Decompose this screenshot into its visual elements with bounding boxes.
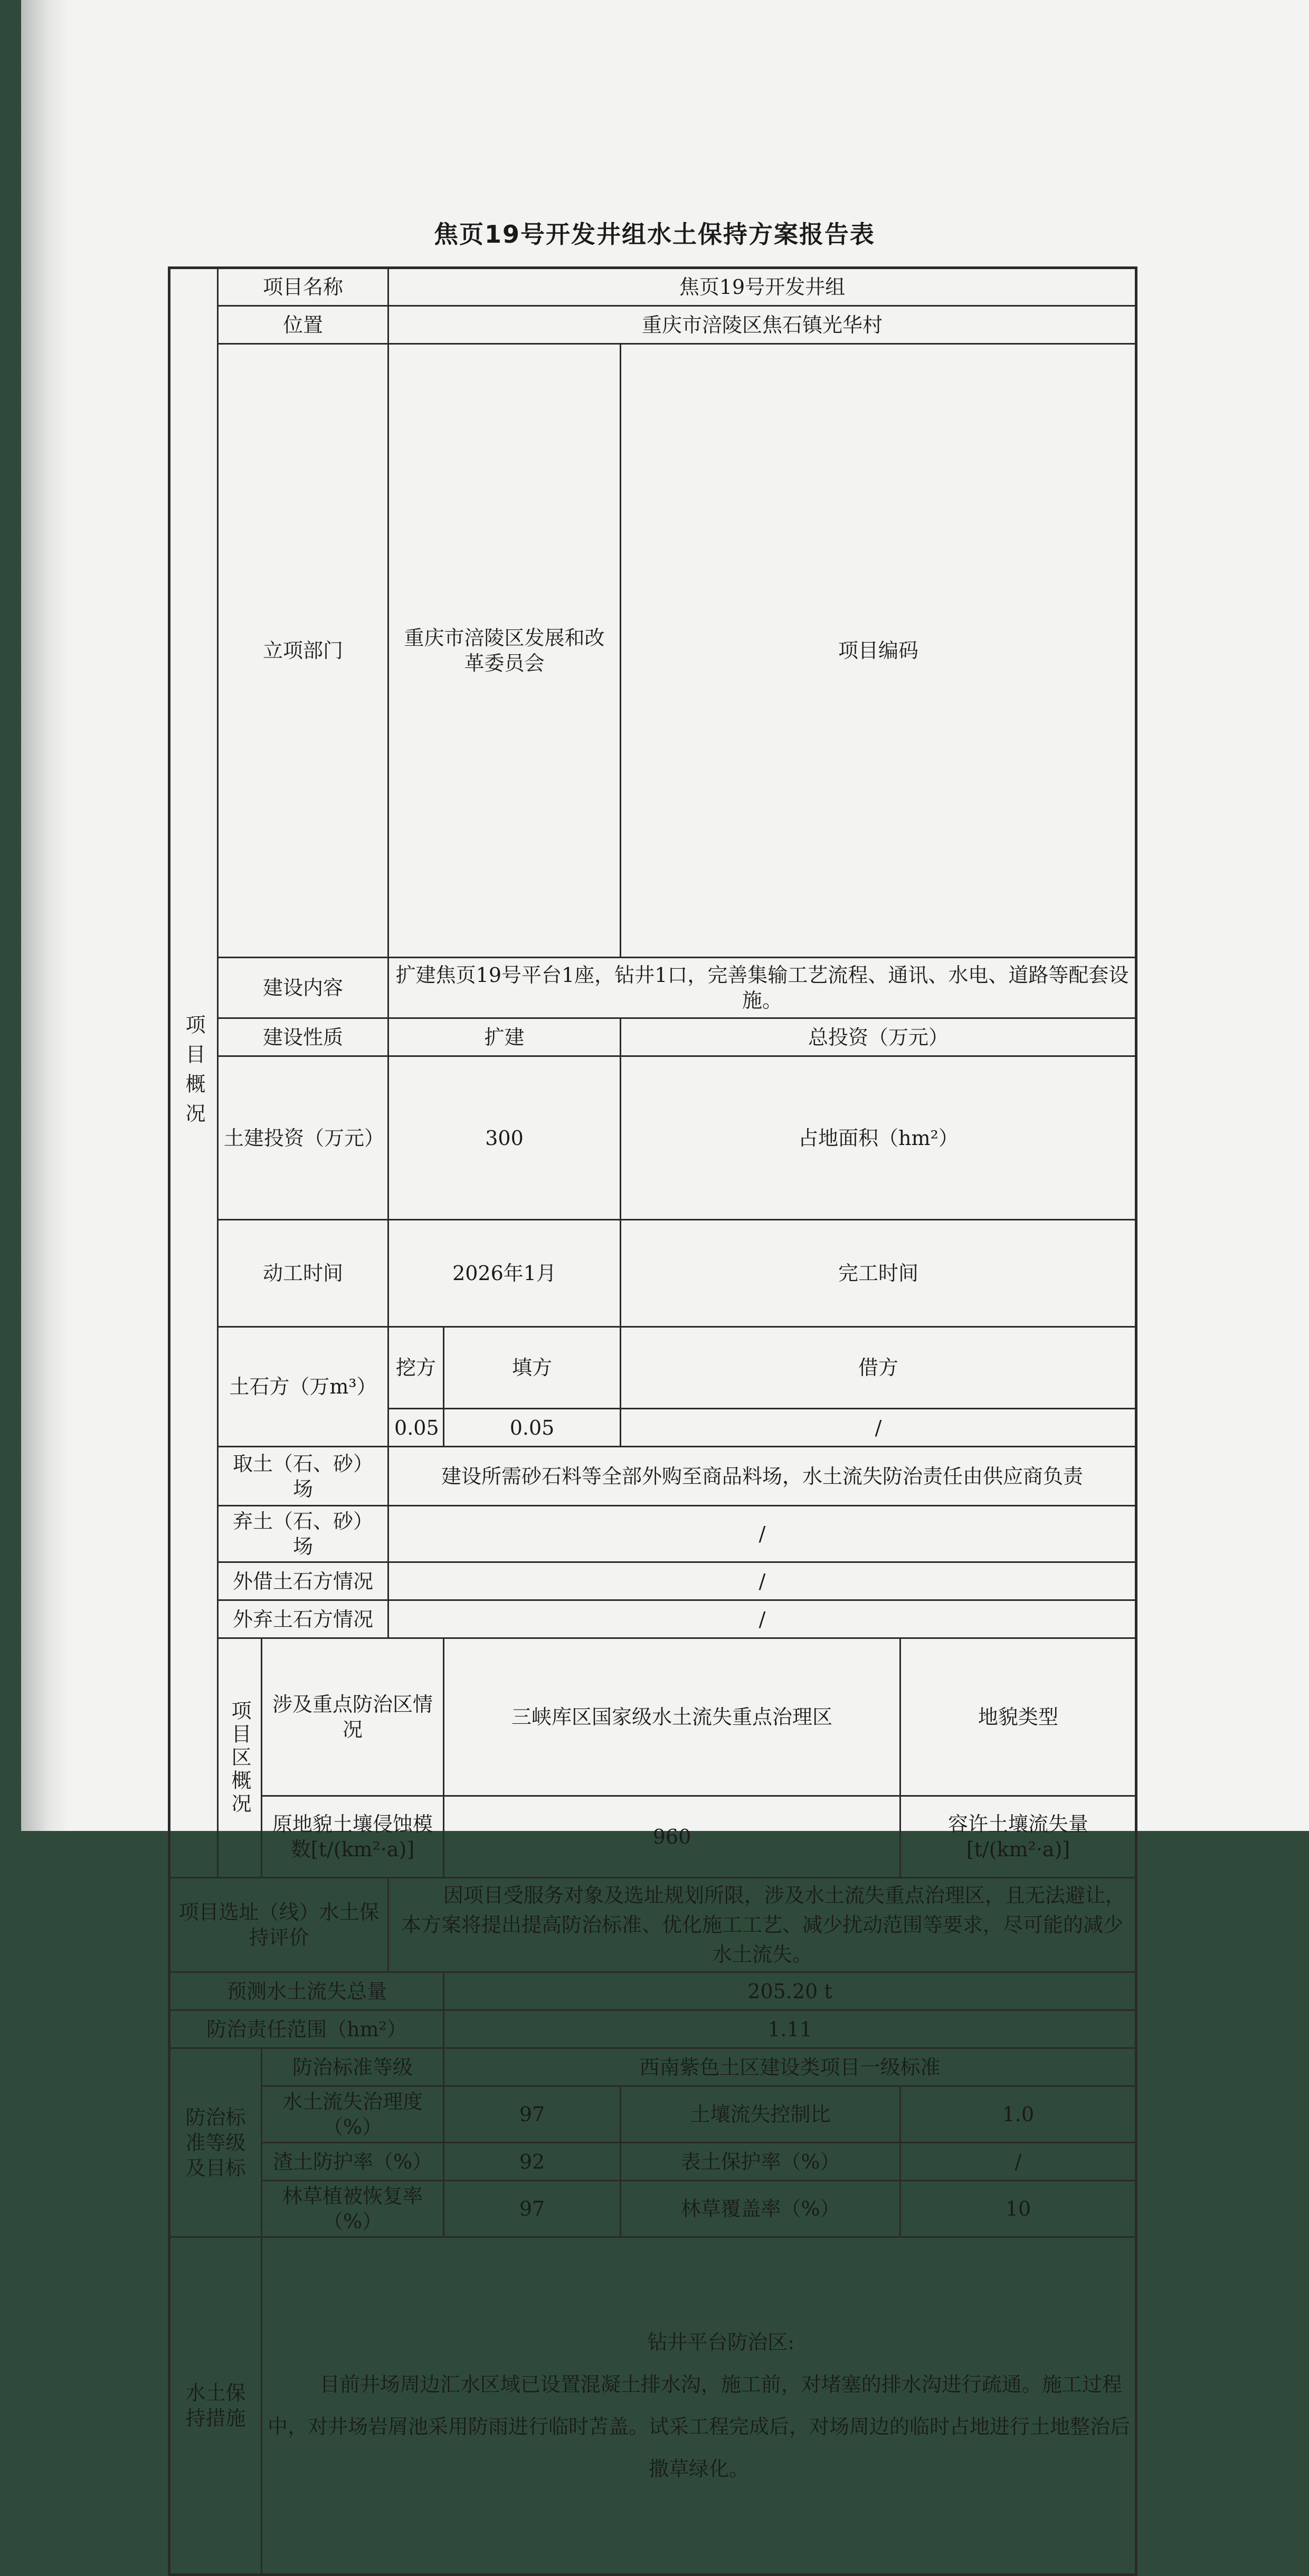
row-grade bbox=[169, 2048, 1136, 2086]
row-content bbox=[169, 958, 1136, 1018]
nature-value: 扩建 bbox=[388, 1018, 621, 1056]
location-label: 位置 bbox=[218, 306, 388, 344]
content-value: 扩建焦页19号平台1座，钻井1口，完善集输工艺流程、通讯、水电、道路等配套设施。 bbox=[388, 958, 1136, 1018]
measures-content bbox=[262, 2237, 1136, 2575]
std-label-3a: 林草植被恢复率（%） bbox=[262, 2181, 444, 2237]
grade-label: 防治标准等级 bbox=[262, 2048, 444, 2086]
row-erosion bbox=[169, 1796, 1136, 1878]
section-standards-label: 防治标准等级及目标 bbox=[169, 2048, 262, 2237]
std-value-2a: 92 bbox=[444, 2143, 621, 2181]
landform-label: 地貌类型 bbox=[900, 1638, 1136, 1796]
std-value-2b: / bbox=[900, 2143, 1136, 2181]
measures-label: 水土保持措施 bbox=[169, 2237, 262, 2575]
evaluation-text: 因项目受服务对象及选址规划所限，涉及水土流失重点治理区，且无法避让，本方案将提出提高防治标准、优化施工工艺、减少扰动范围等要求，尽可能的减少水土流失。 bbox=[388, 1878, 1136, 1972]
allowable-label: 容许土壤流失量[t/(km²·a)] bbox=[900, 1796, 1136, 1878]
row-spoil-site bbox=[169, 1506, 1136, 1562]
earth-label: 土石方（万m³） bbox=[218, 1327, 388, 1447]
key-zone-label: 涉及重点防治区情况 bbox=[262, 1638, 444, 1796]
std-value-1b: 1.0 bbox=[900, 2086, 1136, 2143]
measures-heading: 钻井平台防治区: bbox=[647, 2331, 795, 2354]
responsibility-label: 防治责任范围（hm²） bbox=[169, 2010, 444, 2048]
code-label: 项目编码 bbox=[621, 344, 1136, 958]
section-area-label: 项目区概况 bbox=[218, 1638, 262, 1878]
project-name-value: 焦页19号开发井组 bbox=[388, 268, 1136, 306]
ext-borrow-label: 外借土石方情况 bbox=[218, 1562, 388, 1600]
area-label: 占地面积（hm²） bbox=[621, 1056, 1136, 1220]
row-location bbox=[169, 306, 1136, 344]
end-label: 完工时间 bbox=[621, 1220, 1136, 1327]
spoil-site-value: / bbox=[388, 1506, 1136, 1562]
nature-label: 建设性质 bbox=[218, 1018, 388, 1056]
row-dept bbox=[169, 344, 1136, 958]
responsibility-value: 1.11 bbox=[444, 2010, 1136, 2048]
row-earth-header bbox=[169, 1327, 1136, 1409]
erosion-label: 原地貌土壤侵蚀模数[t/(km²·a)] bbox=[262, 1796, 444, 1878]
civil-invest-label: 土建投资（万元） bbox=[218, 1056, 388, 1220]
ext-spoil-label: 外弃土石方情况 bbox=[218, 1600, 388, 1638]
start-label: 动工时间 bbox=[218, 1220, 388, 1327]
row-measures bbox=[169, 2237, 1136, 2575]
content-label: 建设内容 bbox=[218, 958, 388, 1018]
cut-label: 挖方 bbox=[388, 1327, 444, 1409]
std-value-1a: 97 bbox=[444, 2086, 621, 2143]
borrow-value: / bbox=[621, 1409, 1136, 1447]
row-project-name bbox=[169, 268, 1136, 306]
std-label-2a: 渣土防护率（%） bbox=[262, 2143, 444, 2181]
borrow-site-label: 取土（石、砂）场 bbox=[218, 1447, 388, 1506]
row-ext-borrow bbox=[169, 1562, 1136, 1600]
std-label-3b: 林草覆盖率（%） bbox=[621, 2181, 900, 2237]
start-value: 2026年1月 bbox=[388, 1220, 621, 1327]
predicted-loss-value: 205.20 t bbox=[444, 1972, 1136, 2010]
row-key-zone bbox=[169, 1638, 1136, 1796]
ext-borrow-value: / bbox=[388, 1562, 1136, 1600]
ext-spoil-value: / bbox=[388, 1600, 1136, 1638]
row-evaluation bbox=[169, 1878, 1136, 1972]
erosion-value: 960 bbox=[444, 1796, 900, 1878]
borrow-label: 借方 bbox=[621, 1327, 1136, 1409]
report-title: 焦页19号开发井组水土保持方案报告表 bbox=[433, 220, 875, 249]
std-label-1a: 水土流失治理度（%） bbox=[262, 2086, 444, 2143]
section-overview-label: 项目概况 bbox=[169, 268, 218, 1878]
row-dates bbox=[169, 1220, 1136, 1327]
row-nature bbox=[169, 1018, 1136, 1056]
location-value: 重庆市涪陵区焦石镇光华村 bbox=[388, 306, 1136, 344]
civil-invest-value: 300 bbox=[388, 1056, 621, 1220]
row-civil-invest bbox=[169, 1056, 1136, 1138]
borrow-site-value: 建设所需砂石料等全部外购至商品料场，水土流失防治责任由供应商负责 bbox=[388, 1447, 1136, 1506]
std-label-2b: 表土保护率（%） bbox=[621, 2143, 900, 2181]
dept-value: 重庆市涪陵区发展和改革委员会 bbox=[388, 344, 621, 958]
fill-label: 填方 bbox=[444, 1327, 621, 1409]
row-ext-spoil bbox=[169, 1600, 1136, 1638]
dept-label: 立项部门 bbox=[218, 344, 388, 958]
predicted-loss-label: 预测水土流失总量 bbox=[169, 1972, 444, 2010]
row-borrow-site bbox=[169, 1447, 1136, 1506]
measures-text: 目前井场周边汇水区域已设置混凝土排水沟，施工前，对堵塞的排水沟进行疏通。施工过程中，对井场岩屑池采用防雨进行临时苫盖。试采工程完成后，对场周边的临时占地进行土地整治后撒草绿化。 bbox=[268, 2373, 1131, 2480]
project-name-label: 项目名称 bbox=[218, 268, 388, 306]
row-predicted-loss bbox=[169, 1972, 1136, 2010]
spoil-site-label: 弃土（石、砂）场 bbox=[218, 1506, 388, 1562]
row-standard-1 bbox=[169, 2086, 1136, 2143]
std-label-1b: 土壤流失控制比 bbox=[621, 2086, 900, 2143]
evaluation-label: 项目选址（线）水土保持评价 bbox=[169, 1878, 388, 1972]
std-value-3b: 10 bbox=[900, 2181, 1136, 2237]
binding-gutter bbox=[21, 0, 69, 1831]
key-zone-value: 三峡库区国家级水土流失重点治理区 bbox=[444, 1638, 900, 1796]
grade-value: 西南紫色土区建设类项目一级标准 bbox=[444, 2048, 1136, 2086]
cut-value: 0.05 bbox=[388, 1409, 444, 1447]
row-standard-2 bbox=[169, 2143, 1136, 2181]
report-table bbox=[168, 266, 1137, 2576]
total-invest-label: 总投资（万元） bbox=[621, 1018, 1136, 1056]
fill-value: 0.05 bbox=[444, 1409, 621, 1447]
std-value-3a: 97 bbox=[444, 2181, 621, 2237]
row-responsibility bbox=[169, 2010, 1136, 2048]
row-standard-3 bbox=[169, 2181, 1136, 2237]
